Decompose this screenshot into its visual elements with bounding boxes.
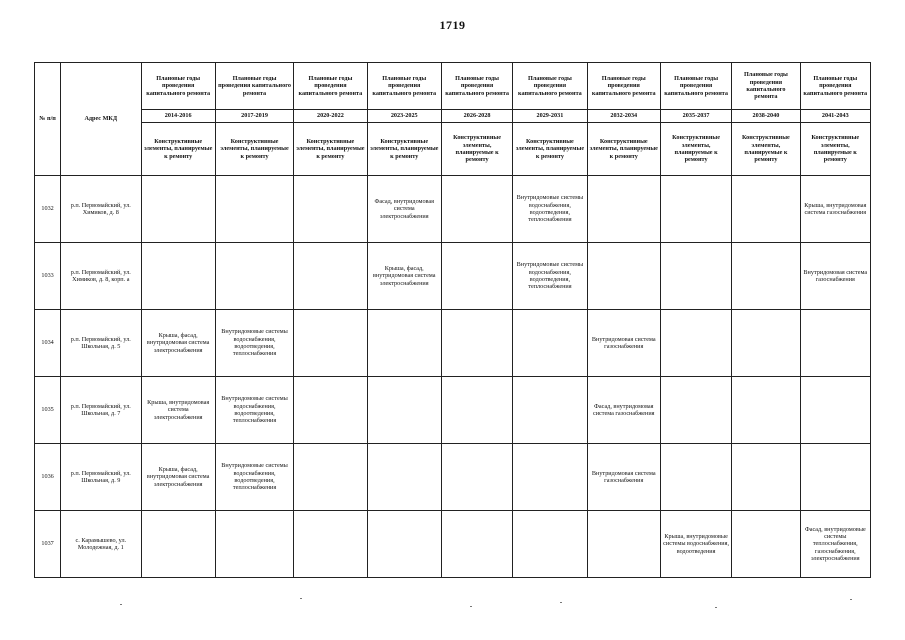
repair-cell [367,511,441,578]
repair-cell [367,310,441,377]
period-header: 2026-2028 [441,110,512,123]
building-address: р.п. Первомайский, ул. Школьная, д. 9 [61,444,141,511]
repair-cell [587,243,660,310]
period-header: 2038-2040 [732,110,800,123]
repair-cell [513,377,587,444]
repair-cell: Крыша, фасад, внутридомовая система электроснабжения [367,243,441,310]
repair-cell [660,243,731,310]
repair-cell [294,243,367,310]
repair-cell: Внутридомовые системы водоснабжения, водоотведения, теплоснабжения [513,176,587,243]
scan-speck [300,598,302,599]
header-row-planned-years [35,63,871,110]
repair-cell [294,377,367,444]
header-row-elements [35,123,871,176]
repair-cell [732,310,800,377]
row-number: 1034 [35,310,61,377]
repair-cell [215,243,293,310]
repair-cell [441,511,512,578]
repair-cell [215,176,293,243]
page-number: 1719 [439,18,466,32]
elements-header: Конструктивные элементы, планируемые к ремонту [513,123,587,176]
elements-header: Конструктивные элементы, планируемые к ремонту [800,123,870,176]
repair-cell [660,444,731,511]
repair-cell: Фасад, внутридомовая система электроснабжения [367,176,441,243]
capital-repair-table [34,62,871,578]
column-header-planned-years: Плановые годы проведения капитального ремонта [800,63,870,110]
repair-cell: Внутридомовые системы водоснабжения, водоотведения, теплоснабжения [215,377,293,444]
repair-cell [141,243,215,310]
repair-cell [441,176,512,243]
period-header: 2032-2034 [587,110,660,123]
elements-header: Конструктивные элементы, планируемые к ремонту [367,123,441,176]
repair-cell: Внутридомовые системы водоснабжения, водоотведения, теплоснабжения [215,444,293,511]
repair-cell [732,176,800,243]
repair-cell [367,377,441,444]
row-number: 1032 [35,176,61,243]
repair-cell [732,243,800,310]
repair-cell [732,444,800,511]
repair-cell: Крыша, внутридомовые системы водоснабжения, водоотведения [660,511,731,578]
period-header: 2014-2016 [141,110,215,123]
repair-cell [732,377,800,444]
repair-cell [215,511,293,578]
row-number: 1033 [35,243,61,310]
row-number: 1036 [35,444,61,511]
repair-cell [441,444,512,511]
repair-cell [294,444,367,511]
elements-header: Конструктивные элементы, планируемые к ремонту [215,123,293,176]
table-row [35,444,871,511]
scan-speck [120,604,122,605]
column-header-planned-years: Плановые годы проведения капитального ремонта [587,63,660,110]
row-number: 1035 [35,377,61,444]
repair-cell [294,511,367,578]
repair-cell [800,444,870,511]
elements-header: Конструктивные элементы, планируемые к ремонту [587,123,660,176]
column-header-planned-years: Плановые годы проведения капитального ремонта [660,63,731,110]
column-header-planned-years: Плановые годы проведения капитального ремонта [294,63,367,110]
repair-cell: Внутридомовые системы водоснабжения, водоотведения, теплоснабжения [513,243,587,310]
period-header: 2017-2019 [215,110,293,123]
building-address: с. Карамышево, ул. Молодежная, д. 1 [61,511,141,578]
building-address: р.п. Первомайский, ул. Школьная, д. 5 [61,310,141,377]
repair-cell [441,377,512,444]
table-row [35,176,871,243]
repair-cell [800,377,870,444]
repair-cell [294,310,367,377]
scan-speck [560,602,562,603]
period-header: 2035-2037 [660,110,731,123]
column-header-planned-years: Плановые годы проведения капитального ремонта [215,63,293,110]
elements-header: Конструктивные элементы, планируемые к ремонту [294,123,367,176]
period-header: 2041-2043 [800,110,870,123]
table-row [35,511,871,578]
repair-cell [513,511,587,578]
repair-cell [294,176,367,243]
repair-cell: Крыша, внутридомовая система газоснабжения [800,176,870,243]
repair-cell: Внутридомовая система газоснабжения [587,444,660,511]
elements-header: Конструктивные элементы, планируемые к ремонту [732,123,800,176]
repair-cell [587,511,660,578]
repair-cell [141,511,215,578]
header-row-periods [35,110,871,123]
column-header-address: Адрес МКД [61,63,141,176]
repair-cell: Фасад, внутридомовые системы теплоснабжения, газоснабжения, электроснабжения [800,511,870,578]
table-row [35,243,871,310]
repair-cell [513,310,587,377]
building-address: р.п. Первомайский, ул. Школьная, д. 7 [61,377,141,444]
repair-cell [441,243,512,310]
table-row [35,377,871,444]
column-header-planned-years: Плановые годы проведения капитального ремонта [141,63,215,110]
repair-cell: Внутридомовая система газоснабжения [587,310,660,377]
column-header-planned-years: Плановые годы проведения капитального ремонта [732,63,800,110]
table-header [35,63,871,176]
column-header-planned-years: Плановые годы проведения капитального ремонта [367,63,441,110]
repair-cell: Внутридомовая система газоснабжения [800,243,870,310]
row-number: 1037 [35,511,61,578]
repair-cell [800,310,870,377]
repair-cell [587,176,660,243]
scan-speck [470,606,472,607]
repair-cell: Крыша, фасад, внутридомовая система электроснабжения [141,444,215,511]
table-row [35,310,871,377]
column-header-no: № п/п [35,63,61,176]
repair-cell: Крыша, внутридомовая система электроснабжения [141,377,215,444]
elements-header: Конструктивные элементы, планируемые к ремонту [141,123,215,176]
repair-cell: Фасад, внутридомовая система газоснабжения [587,377,660,444]
repair-cell [732,511,800,578]
repair-cell [367,444,441,511]
column-header-planned-years: Плановые годы проведения капитального ремонта [441,63,512,110]
repair-cell: Крыша, фасад, внутридомовая система электроснабжения [141,310,215,377]
elements-header: Конструктивные элементы, планируемые к ремонту [441,123,512,176]
repair-cell [441,310,512,377]
period-header: 2029-2031 [513,110,587,123]
building-address: р.п. Первомайский, ул. Химиков, д. 8, корп. а [61,243,141,310]
repair-cell: Внутридомовые системы водоснабжения, водоотведения, теплоснабжения [215,310,293,377]
building-address: р.п. Первомайский, ул. Химиков, д. 8 [61,176,141,243]
column-header-planned-years: Плановые годы проведения капитального ремонта [513,63,587,110]
repair-cell [660,176,731,243]
table-body [35,176,871,578]
repair-cell [141,176,215,243]
period-header: 2023-2025 [367,110,441,123]
scan-speck [715,607,717,608]
repair-cell [660,377,731,444]
repair-cell [660,310,731,377]
elements-header: Конструктивные элементы, планируемые к ремонту [660,123,731,176]
scan-speck [850,599,852,600]
repair-cell [513,444,587,511]
period-header: 2020-2022 [294,110,367,123]
